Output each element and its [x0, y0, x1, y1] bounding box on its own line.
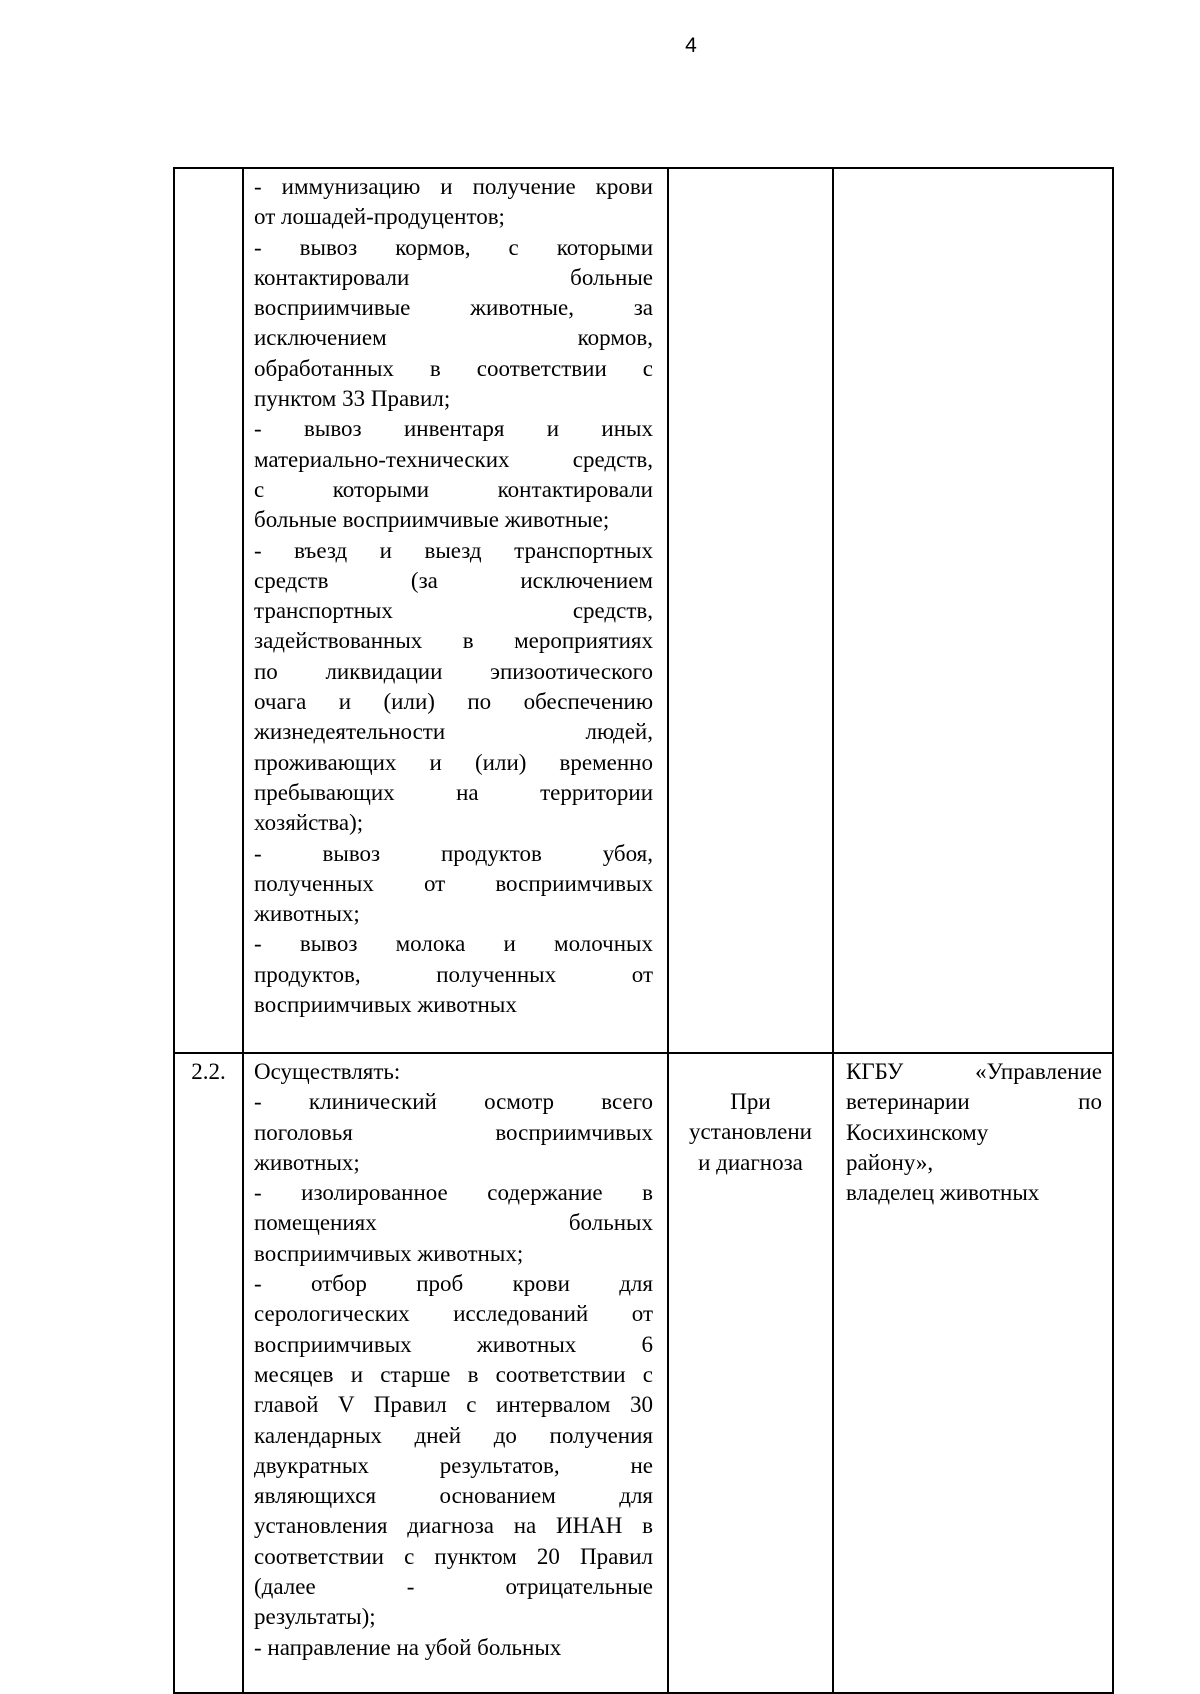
text-line: проживающих и (или) временно [254, 749, 653, 775]
text-line: - вывоз молока и молочных [254, 931, 653, 957]
text-line: жизнедеятельности людей, [254, 719, 653, 745]
text-line: - направление на убой больных [254, 1634, 562, 1660]
text-line: больные восприимчивые животные; [254, 507, 610, 533]
text-line: месяцев и старше в соответствии с [254, 1361, 653, 1387]
text-line: - изолированное содержание в [254, 1180, 653, 1206]
text-line: (далее - отрицательные [254, 1574, 653, 1600]
text-line: - вывоз продуктов убоя, [254, 840, 653, 866]
text-line: - вывоз кормов, с которыми [254, 234, 653, 260]
text-line: полученных от восприимчивых [254, 870, 653, 896]
text-line: владелец животных [846, 1180, 1040, 1206]
text-line: установления диагноза на ИНАН в [254, 1513, 653, 1539]
text-line: обработанных в соответствии с [254, 355, 653, 381]
text-line: задействованных в мероприятиях [254, 628, 653, 654]
text-line: восприимчивых животных 6 [254, 1331, 653, 1357]
text-line: соответствии с пунктом 20 Правил [254, 1543, 653, 1569]
text-line: При [730, 1089, 771, 1114]
text-line: результаты); [254, 1604, 376, 1630]
text-line: от лошадей-продуцентов; [254, 204, 505, 230]
text-line: продуктов, полученных от [254, 961, 653, 987]
measure-text [243, 1053, 668, 1693]
text-line: животных; [254, 901, 360, 927]
text-line: хозяйства); [254, 810, 364, 836]
text-line: - вывоз инвентаря и иных [254, 416, 653, 442]
text-line: - клинический осмотр всего [254, 1089, 653, 1115]
text-line: Косихинскому [846, 1119, 989, 1145]
text-line: транспортных средств, [254, 598, 653, 624]
page-number: 4 [685, 34, 697, 57]
text-line: восприимчивых животных; [254, 1240, 524, 1266]
text-line: календарных дней до получения [254, 1422, 653, 1448]
text-line: восприимчивых животных [254, 992, 517, 1018]
measure-text [243, 168, 668, 1053]
text-line: - иммунизацию и получение крови [254, 174, 653, 199]
text-line: двукратных результатов, не [254, 1452, 653, 1478]
text-line: средств (за исключением [254, 567, 653, 593]
text-line: исключением кормов, [254, 325, 653, 351]
row-number [174, 168, 243, 1053]
term-cell [668, 168, 833, 1053]
text-line: по ликвидации эпизоотического [254, 658, 653, 684]
table-row [174, 168, 1113, 1053]
text-line: - отбор проб крови для [254, 1271, 653, 1297]
text-line: пунктом 33 Правил; [254, 386, 451, 412]
text-line: помещениях больных [254, 1210, 653, 1236]
text-line: с которыми контактировали [254, 476, 653, 502]
row-number: 2.2. [174, 1053, 243, 1693]
text-line: установлени [689, 1119, 812, 1145]
text-line: - въезд и выезд транспортных [254, 537, 653, 563]
text-line: являющихся основанием для [254, 1483, 653, 1509]
text-line: району», [846, 1149, 934, 1175]
text-line: и диагноза [698, 1149, 803, 1175]
text-line: КГБУ «Управление [846, 1059, 1102, 1084]
text-line: пребывающих на территории [254, 779, 653, 805]
measures-table [173, 167, 1114, 1694]
responsible-cell [833, 168, 1113, 1053]
text-line: ветеринарии по [846, 1089, 1102, 1115]
responsible-cell [833, 1053, 1113, 1693]
text-line: контактировали больные [254, 264, 653, 290]
term-cell [668, 1053, 833, 1693]
text-line: Осуществлять: [254, 1059, 401, 1084]
text-line: восприимчивые животные, за [254, 295, 653, 321]
text-line: серологических исследований от [254, 1301, 653, 1327]
text-line: поголовья восприимчивых [254, 1119, 653, 1145]
text-line: материально-технических средств, [254, 446, 653, 472]
text-line: очага и (или) по обеспечению [254, 689, 653, 715]
text-line: главой V Правил с интервалом 30 [254, 1392, 653, 1418]
table-row [174, 1053, 1113, 1693]
text-line: животных; [254, 1149, 360, 1175]
